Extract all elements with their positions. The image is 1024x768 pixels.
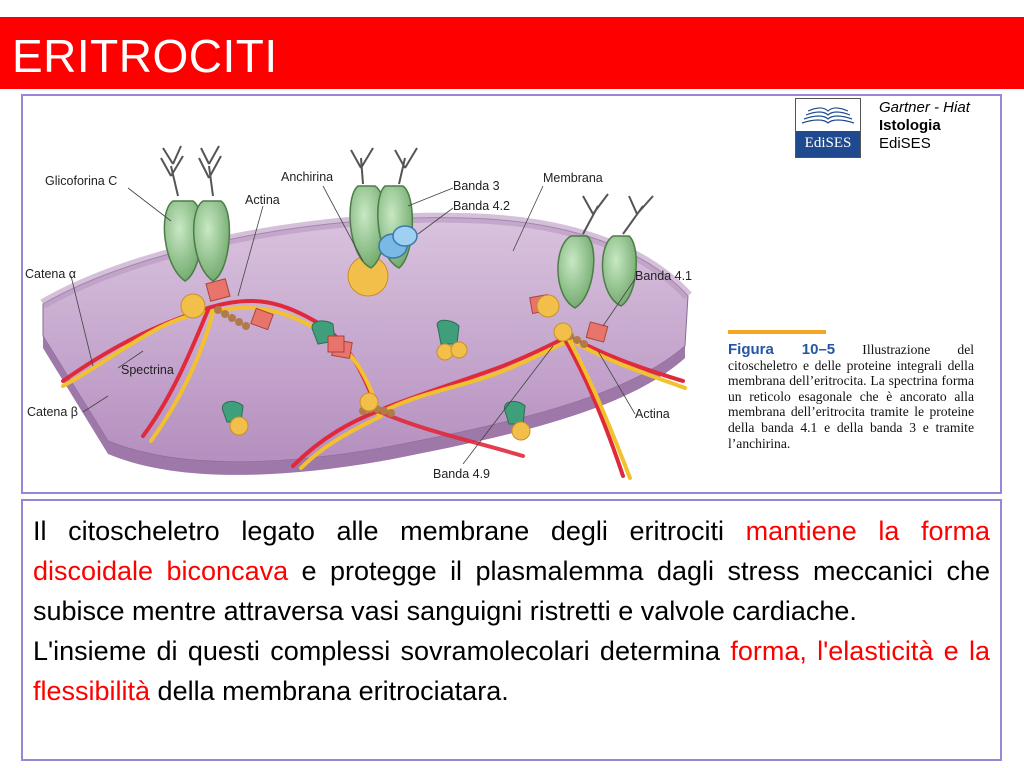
label-actina-top: Actina bbox=[245, 193, 280, 207]
label-catena-a: Catena α bbox=[25, 267, 77, 281]
band-3 bbox=[350, 148, 417, 268]
label-banda41: Banda 4.1 bbox=[635, 269, 692, 283]
title-bar bbox=[0, 17, 1024, 89]
caption-rule bbox=[728, 330, 826, 334]
label-spectrina: Spectrina bbox=[121, 363, 174, 377]
figure-caption bbox=[728, 342, 974, 451]
label-anchirina: Anchirina bbox=[281, 170, 334, 184]
p1-text-a: Il citoscheletro legato alle membrane degli eritrociti bbox=[33, 516, 746, 546]
label-actina-bottom: Actina bbox=[635, 407, 670, 421]
book-icon bbox=[796, 99, 860, 131]
label-banda49: Banda 4.9 bbox=[433, 467, 490, 481]
label-banda3: Banda 3 bbox=[453, 179, 500, 193]
logo-text: EdiSES bbox=[804, 135, 852, 151]
text-panel bbox=[21, 499, 1002, 761]
label-membrana: Membrana bbox=[543, 171, 603, 185]
credit-publisher: EdiSES bbox=[879, 135, 931, 152]
edises-logo bbox=[795, 98, 861, 158]
caption-text: Illustrazione del citoscheletro e delle proteine integrali della membrana dell’eritrocita. La spectrina forma un reticolo esagonale che è ancorato alla membrana dell’eritrocita tramite le proteine della banda 4.1 e della banda 3 e tramite l’anchirina. bbox=[728, 342, 974, 451]
paragraph-1 bbox=[33, 511, 990, 631]
slide-title: ERITROCITI bbox=[12, 30, 278, 82]
label-catena-b: Catena β bbox=[27, 405, 78, 419]
source-credit bbox=[879, 99, 970, 153]
p2-text-a: L'insieme di questi complessi sovramolecolari determina bbox=[33, 636, 731, 666]
p1-highlight: mantiene la forma discoidale biconcava bbox=[33, 516, 990, 586]
caption-title: Figura 10–5 bbox=[728, 341, 836, 358]
p2-text-b: della membrana eritrociatara. bbox=[150, 676, 509, 706]
p1-text-b: e protegge il plasmalemma dagli stress meccanici che subisce mentre attraversa vasi sanguigni ristretti e valvole cardiache. bbox=[33, 556, 990, 626]
credit-authors: Gartner - Hiat bbox=[879, 99, 970, 116]
p2-highlight: forma, l'elasticità e la flessibilità bbox=[33, 636, 990, 706]
paragraph-2 bbox=[33, 631, 990, 711]
glycophorin-c bbox=[161, 146, 229, 281]
label-banda42: Banda 4.2 bbox=[453, 199, 510, 213]
credit-book: Istologia bbox=[879, 117, 941, 134]
figure-panel bbox=[21, 94, 1002, 494]
label-glicoforina: Glicoforina C bbox=[45, 174, 118, 188]
